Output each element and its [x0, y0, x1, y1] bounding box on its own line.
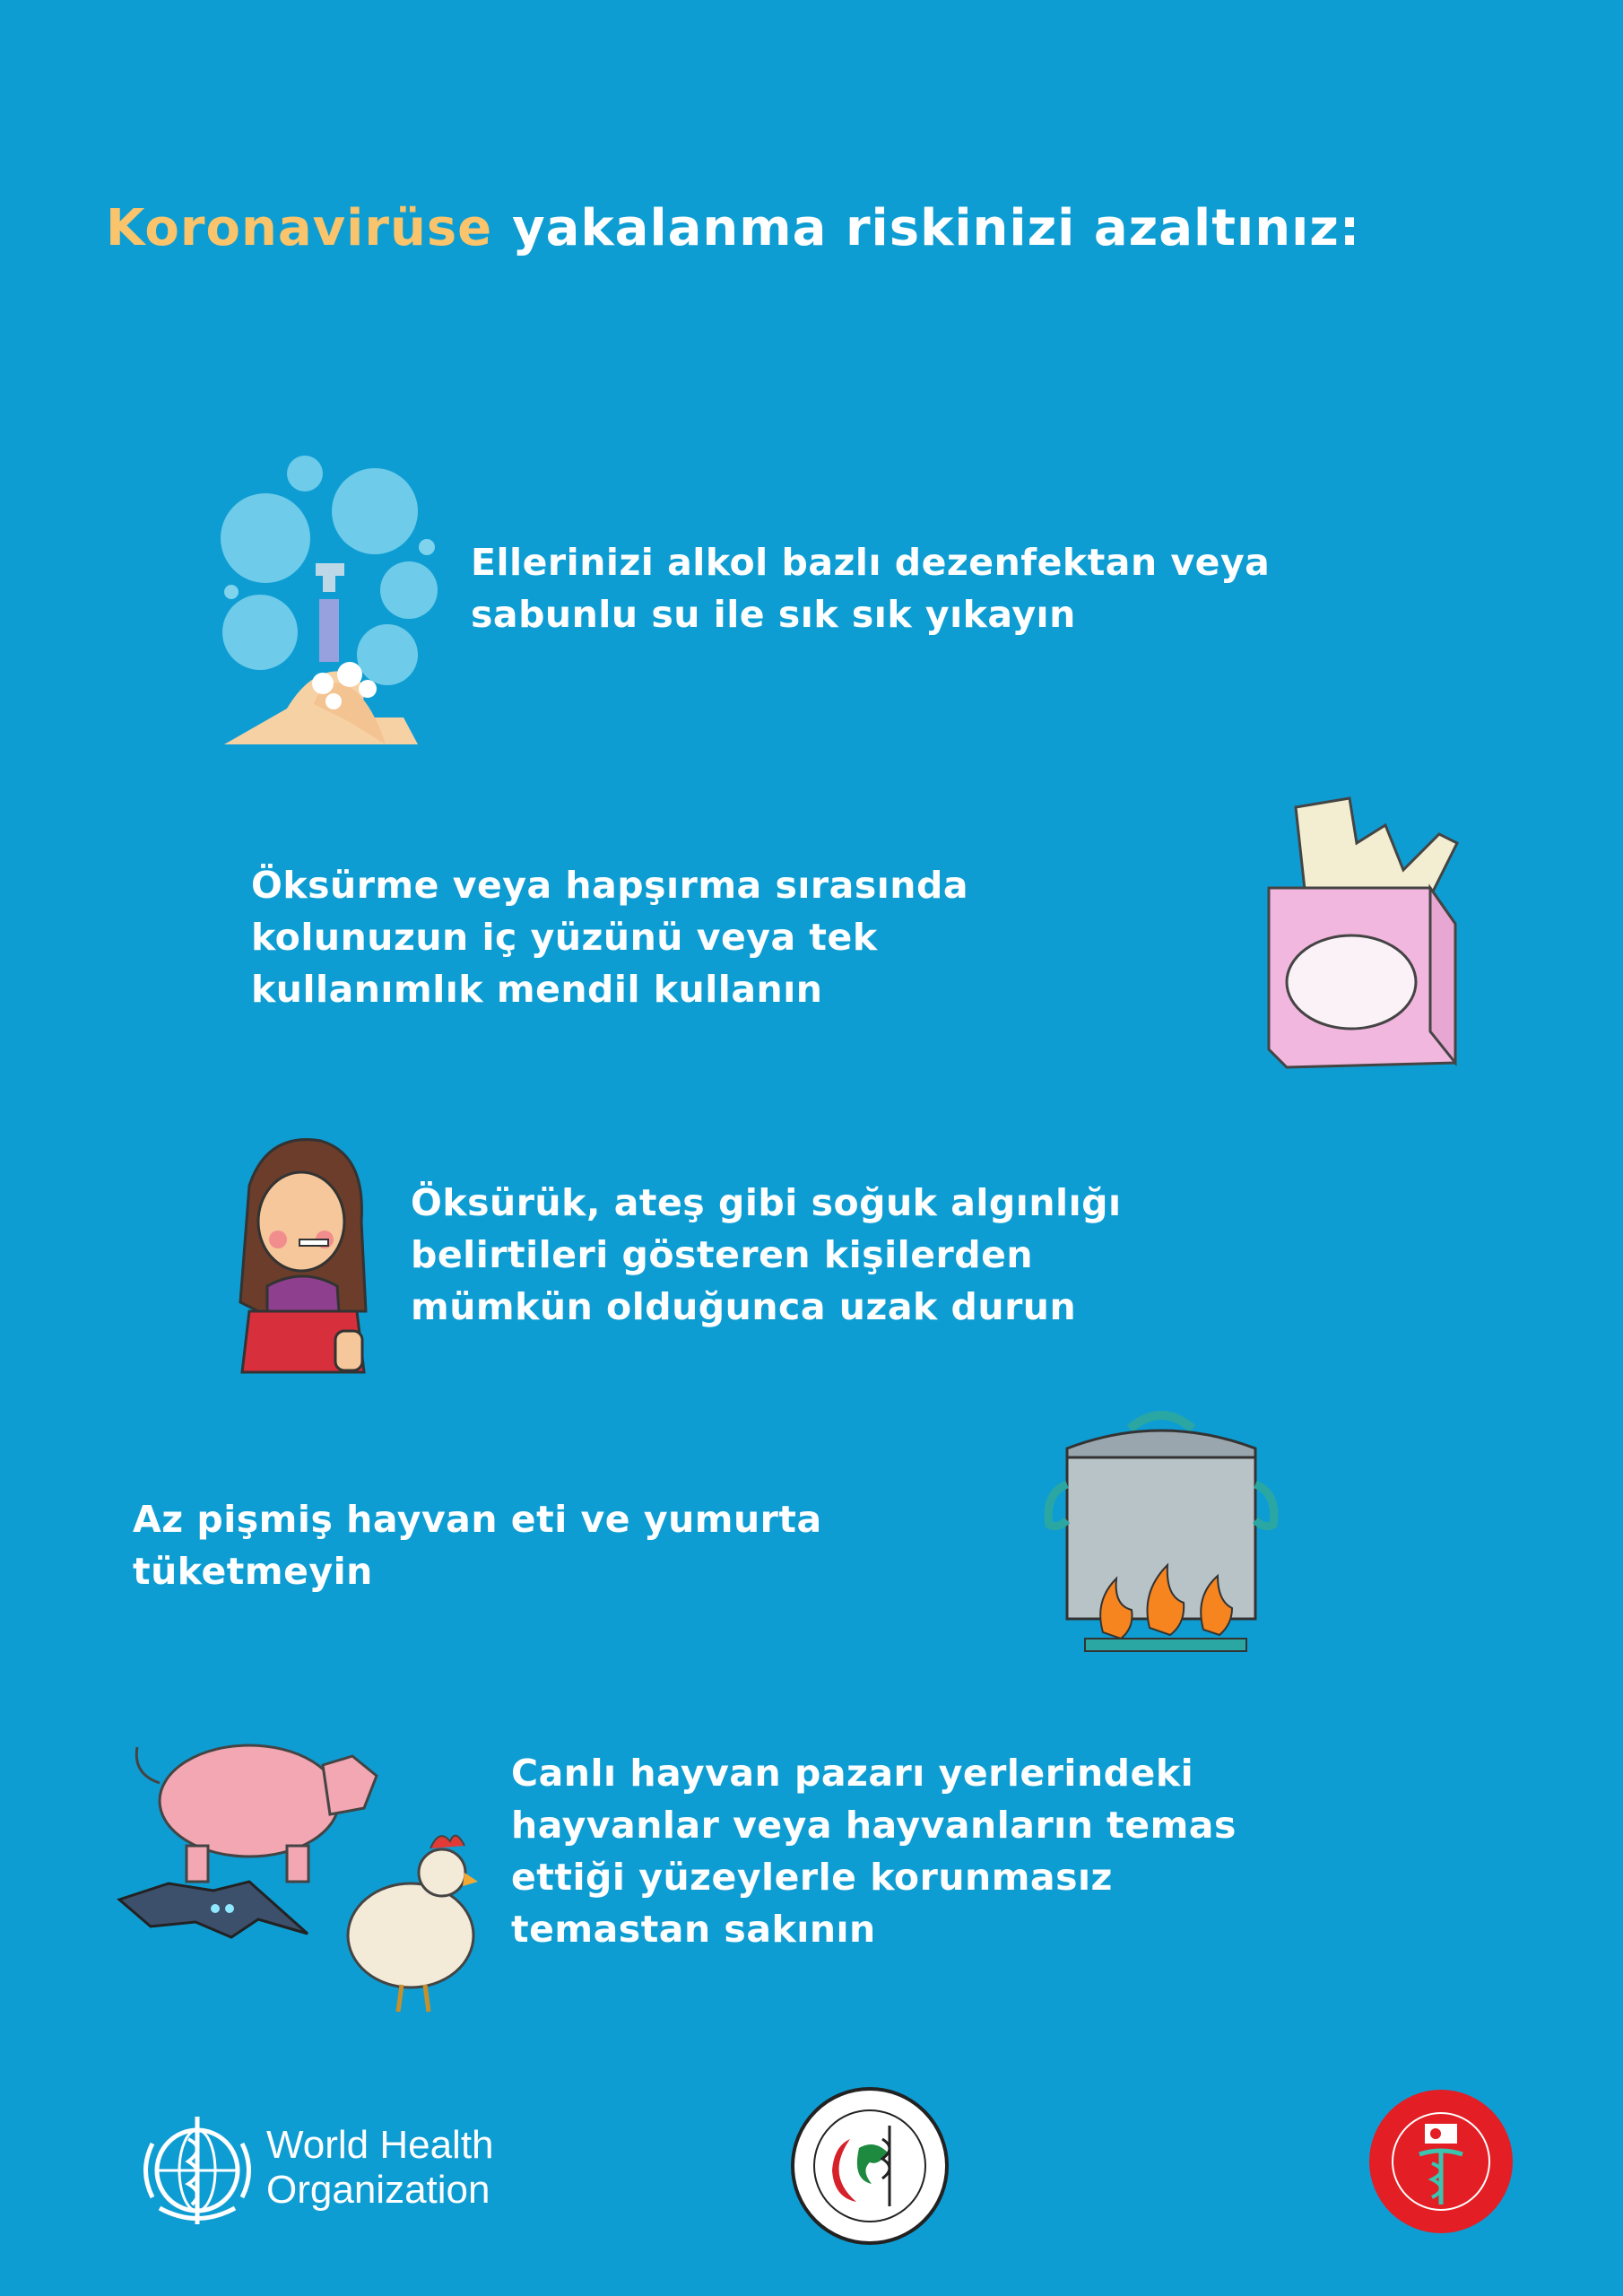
tip-line: Ellerinizi alkol bazlı dezenfektan veya	[471, 541, 1271, 584]
tip-line: ettiği yüzeylerle korunmasız	[511, 1856, 1113, 1899]
who-line1: World Health	[266, 2123, 494, 2167]
tip-line: hayvanlar veya hayvanların temas	[511, 1804, 1237, 1847]
who-emblem-icon	[135, 2108, 260, 2233]
tip-line: Öksürme veya hapşırma sırasında	[251, 864, 968, 907]
page-title	[106, 199, 1541, 257]
who-wordmark	[266, 2123, 494, 2213]
tip-cough-etiquette	[251, 859, 968, 1015]
tip-line: tüketmeyin	[133, 1550, 373, 1593]
tissue-box-icon	[1251, 789, 1466, 1076]
tip-line: sabunlu su ile sık sık yıkayın	[471, 593, 1076, 636]
tip-line: belirtileri gösteren kişilerden	[411, 1233, 1034, 1276]
tip-line: temastan sakının	[511, 1908, 876, 1951]
tip-line: kolunuzun iç yüzünü veya tek	[251, 916, 878, 959]
sick-person-icon	[231, 1132, 375, 1374]
who-line2: Organization	[266, 2168, 490, 2212]
handwashing-icon	[215, 448, 448, 753]
tip-handwashing	[471, 536, 1270, 640]
title-rest: yakalanma riskinizi azaltınız:	[512, 199, 1361, 257]
tip-line: Az pişmiş hayvan eti ve yumurta	[133, 1498, 822, 1541]
cooking-pot-icon	[1040, 1404, 1282, 1659]
tip-distance	[411, 1177, 1122, 1333]
tip-cooking	[133, 1493, 822, 1597]
turkish-medical-association-logo-icon	[789, 2085, 950, 2247]
title-highlight: Koronavirüse	[106, 199, 493, 257]
ministry-of-health-logo-icon	[1367, 2088, 1515, 2236]
tip-line: mümkün olduğunca uzak durun	[411, 1285, 1077, 1328]
tip-line: Öksürük, ateş gibi soğuk algınlığı	[411, 1181, 1122, 1224]
tip-animal-markets	[511, 1747, 1237, 1955]
tip-line: Canlı hayvan pazarı yerlerindeki	[511, 1752, 1194, 1795]
tip-line: kullanımlık mendil kullanın	[251, 968, 823, 1011]
live-animals-icon	[115, 1729, 482, 2016]
